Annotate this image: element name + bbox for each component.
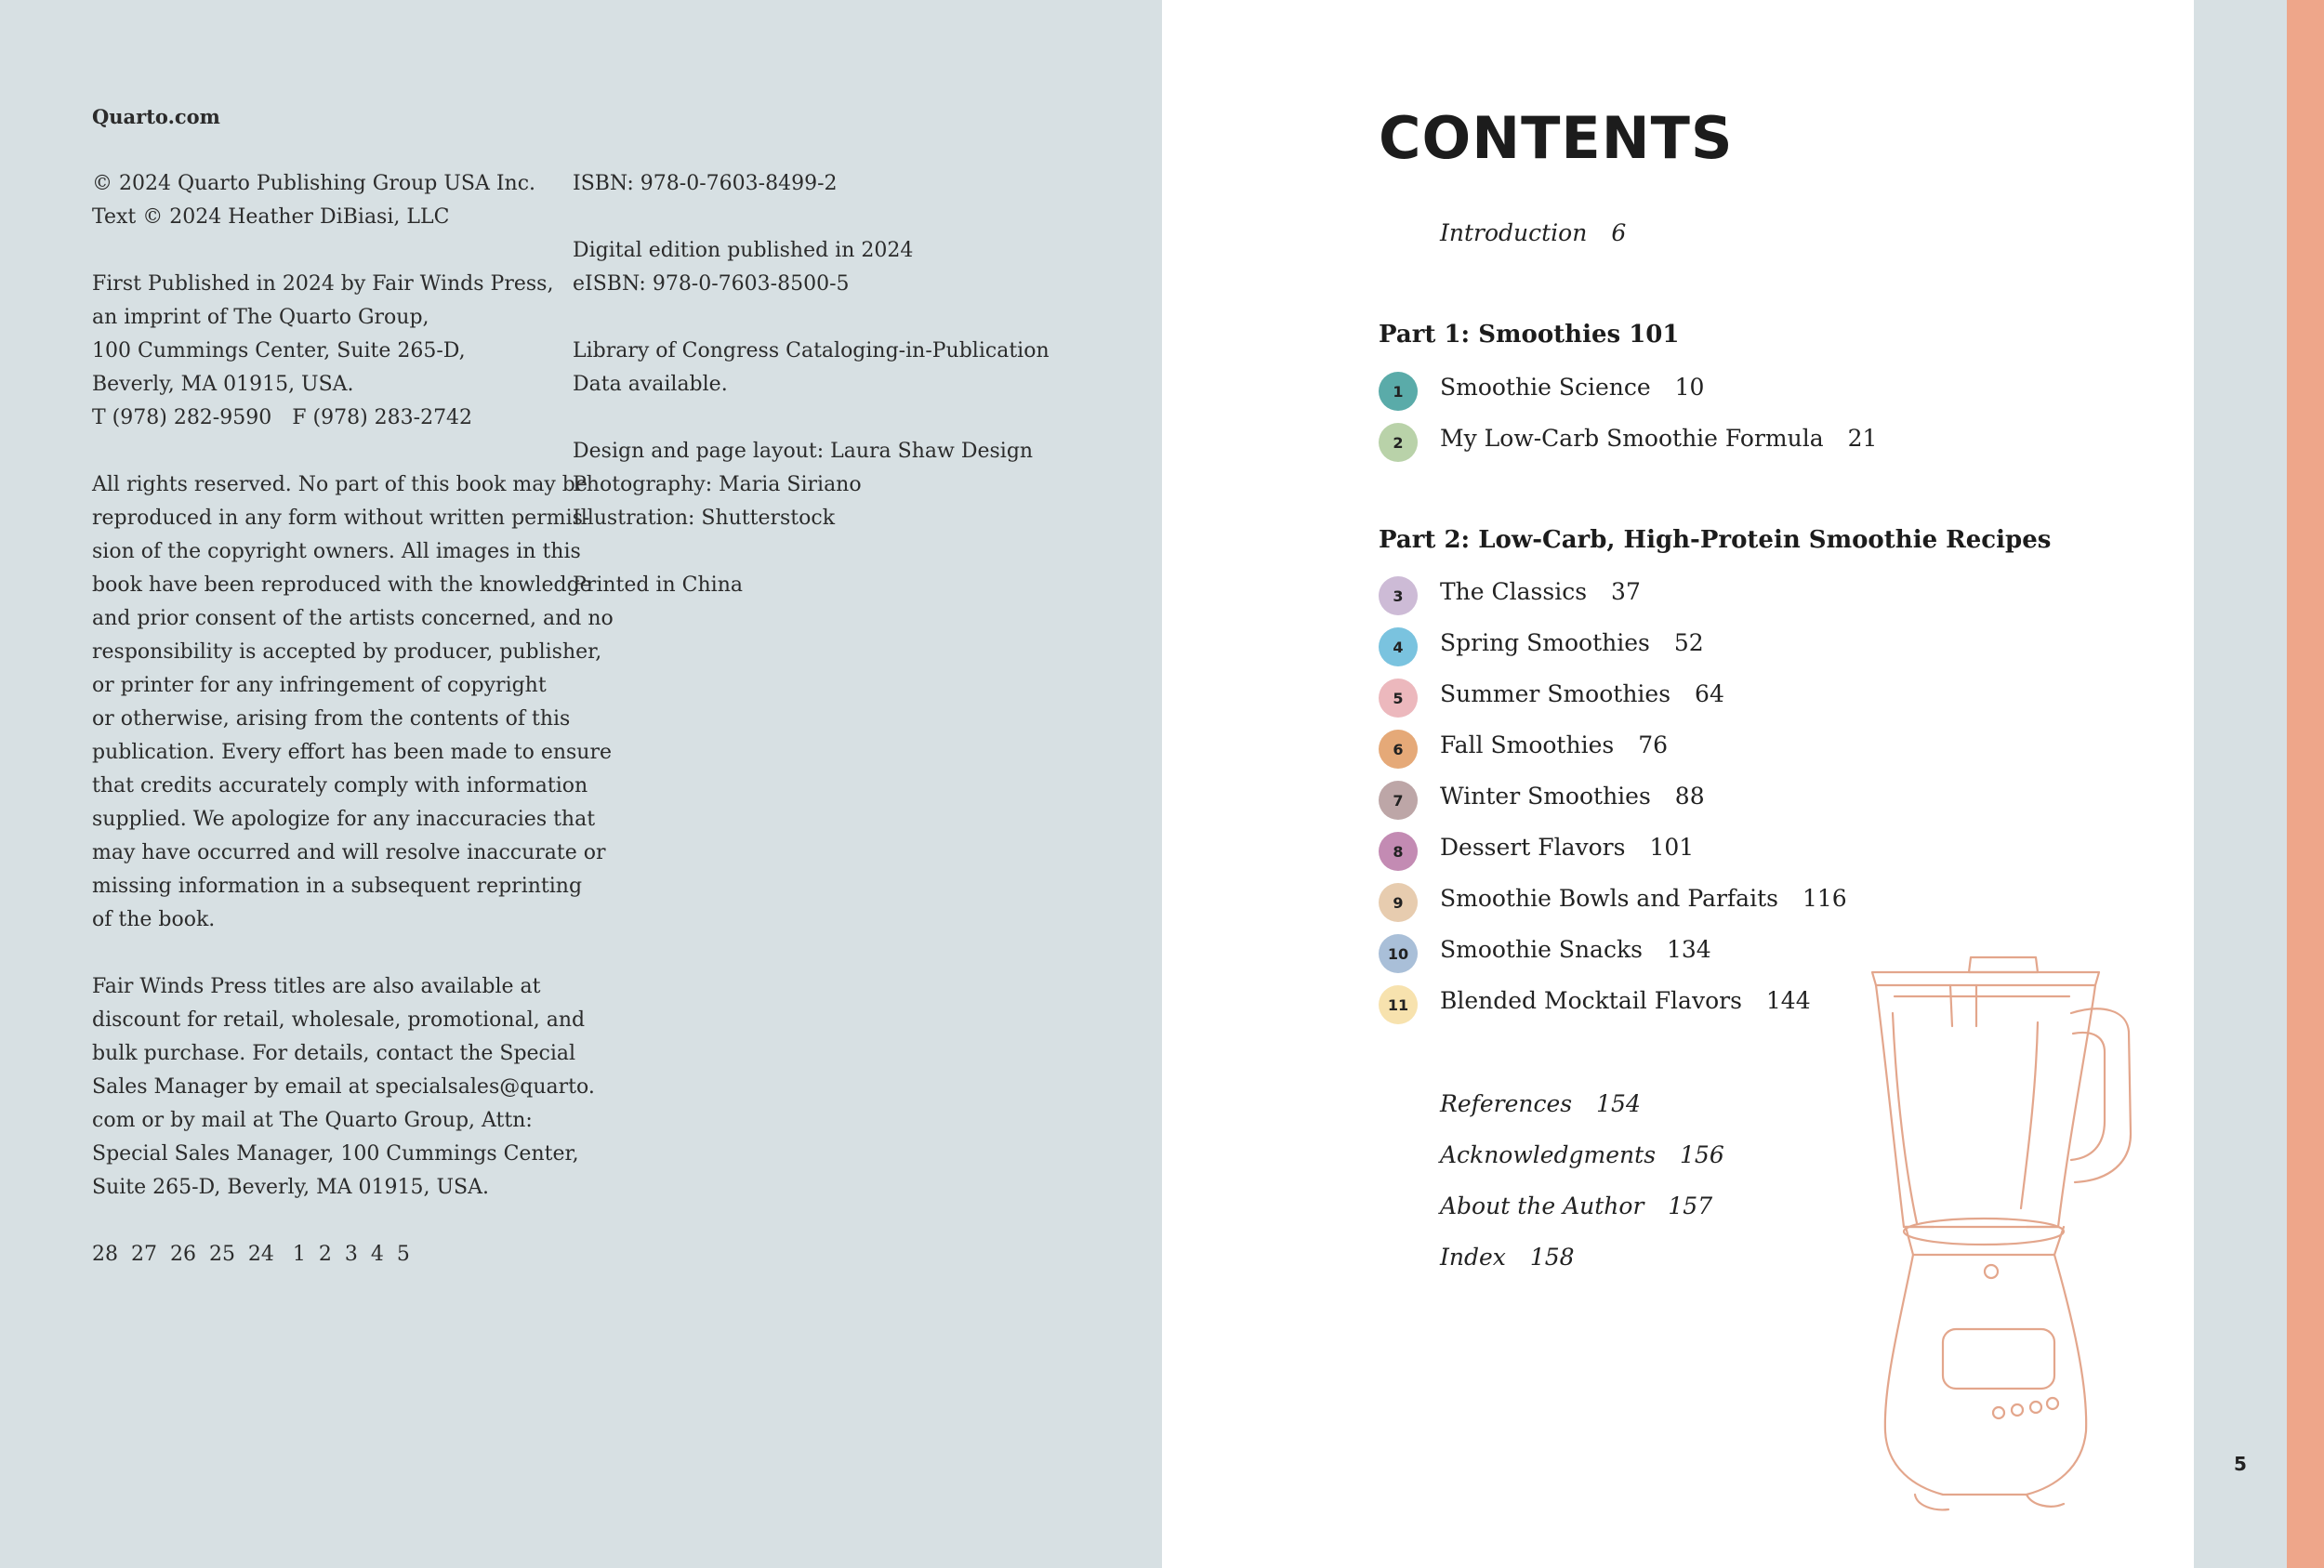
illustration-credit: Illustration: Shutterstock [573,507,836,530]
toc-entry-page: 88 [1674,783,1705,810]
rights-line: supplied. We apologize for any inaccuracies that [92,808,596,831]
toc-chapter-6[interactable] [1440,731,1668,758]
contact-line [92,402,557,435]
chapter-number-badge: 7 [1379,781,1418,820]
toc-chapter-5[interactable] [1440,680,1724,707]
chapter-number-badge: 8 [1379,832,1418,871]
toc-entry-page: 144 [1765,987,1811,1014]
rights-line: that credits accurately comply with information [92,774,588,797]
chapter-number-badge: 11 [1379,985,1418,1024]
toc-chapter-10[interactable] [1440,936,1711,963]
toc-entry-label: Dessert Flavors [1440,834,1626,861]
page-edge-accent [2287,0,2324,1568]
library-line: Data available. [573,373,728,396]
toc-entry-page: 52 [1673,629,1704,656]
toc-chapter-1[interactable] [1440,374,1704,401]
isbn-line: ISBN: 978-0-7603-8499-2 [573,172,838,195]
imprint-line: an imprint of The Quarto Group, [92,306,429,329]
chapter-number-badge: 2 [1379,423,1418,462]
toc-entry-page: 154 [1596,1090,1641,1117]
toc-entry-page: 6 [1611,219,1627,246]
toc-entry-label: Spring Smoothies [1440,629,1650,656]
toc-entry-page: 116 [1802,885,1847,912]
toc-entry-label: Smoothie Bowls and Parfaits [1440,885,1778,912]
printing-line [92,1238,557,1272]
toc-chapter-2[interactable] [1440,425,1877,452]
toc-entry-page: 37 [1611,578,1641,605]
toc-entry-page: 76 [1638,731,1669,758]
toc-entry-label: References [1440,1090,1573,1117]
toc-entry-page: 21 [1847,425,1878,452]
phone-number: T (978) 282-9590 [92,406,272,429]
chapter-number-badge: 3 [1379,576,1418,615]
rights-line: All rights reserved. No part of this book may be [92,473,588,496]
toc-chapter-8[interactable] [1440,834,1694,861]
toc-entry-page: 64 [1695,680,1724,707]
page-edge-gray [2194,0,2287,1568]
toc-entry-label: Fall Smoothies [1440,731,1615,758]
toc-references[interactable] [1440,1090,1641,1117]
part-1-heading: Part 1: Smoothies 101 [1379,321,1680,349]
rights-line: book have been reproduced with the knowledge [92,573,592,597]
library-line: Library of Congress Cataloging-in-Publication [573,339,1050,362]
chapter-number-badge: 6 [1379,730,1418,769]
toc-chapter-7[interactable] [1440,783,1705,810]
toc-entry-label: Acknowledgments [1440,1141,1657,1168]
rights-line: missing information in a subsequent reprinting [92,875,583,898]
toc-entry-label: My Low-Carb Smoothie Formula [1440,425,1824,452]
chapter-number-badge: 1 [1379,372,1418,411]
publisher-line: First Published in 2024 by Fair Winds Press, [92,272,554,296]
chapter-number-badge: 4 [1379,627,1418,666]
print-years: 28 27 26 25 24 [92,1243,274,1266]
rights-line: of the book. [92,908,216,931]
chapter-number-badge: 9 [1379,883,1418,922]
rights-line: publication. Every effort has been made to ensure [92,741,613,764]
toc-entry-label: Winter Smoothies [1440,783,1651,810]
sales-line: com or by mail at The Quarto Group, Attn: [92,1109,533,1132]
toc-introduction[interactable] [1440,219,1626,246]
rights-line: sion of the copyright owners. All images in this [92,540,581,563]
sales-line: Sales Manager by email at specialsales@quarto. [92,1075,595,1099]
address-line: 100 Cummings Center, Suite 265-D, [92,339,466,362]
toc-entry-page: 157 [1668,1192,1713,1219]
copyright-line: © 2024 Quarto Publishing Group USA Inc. [92,172,536,195]
toc-entry-page: 158 [1529,1244,1575,1271]
publisher-website: Quarto.com [92,105,220,128]
toc-acknowledgments[interactable] [1440,1141,1724,1168]
blender-illustration [1859,948,2157,1524]
text-copyright-line: Text © 2024 Heather DiBiasi, LLC [92,205,450,229]
contents-title: CONTENTS [1379,104,1734,172]
rights-line: may have occurred and will resolve inaccurate or [92,841,606,864]
chapter-number-badge: 5 [1379,679,1418,718]
digital-edition-line: Digital edition published in 2024 [573,239,914,262]
toc-chapter-9[interactable] [1440,885,1847,912]
rights-line: or otherwise, arising from the contents of this [92,707,571,731]
toc-entry-label: Introduction [1440,219,1588,246]
rights-line: and prior consent of the artists concerned, and no [92,607,614,630]
toc-entry-label: Smoothie Science [1440,374,1651,401]
photography-credit: Photography: Maria Siriano [573,473,862,496]
toc-entry-page: 156 [1680,1141,1724,1168]
toc-index[interactable] [1440,1244,1575,1271]
toc-chapter-11[interactable] [1440,987,1811,1014]
rights-line: reproduced in any form without written permis- [92,507,590,530]
sales-line: Suite 265-D, Beverly, MA 01915, USA. [92,1176,489,1199]
toc-entry-page: 101 [1649,834,1695,861]
chapter-number-badge: 10 [1379,934,1418,973]
toc-entry-page: 134 [1666,936,1711,963]
sales-line: bulk purchase. For details, contact the Special [92,1042,576,1065]
copyright-column-1 [92,167,614,1272]
eisbn-line: eISBN: 978-0-7603-8500-5 [573,272,850,296]
toc-chapter-4[interactable] [1440,629,1704,656]
rights-line: or printer for any infringement of copyright [92,674,547,697]
toc-chapter-3[interactable] [1440,578,1641,605]
toc-entry-label: About the Author [1440,1192,1644,1219]
toc-entry-label: Index [1440,1244,1506,1271]
part-2-heading: Part 2: Low-Carb, High-Protein Smoothie Recipes [1379,526,2052,554]
fax-number: F (978) 283-2742 [292,406,473,429]
rights-line: responsibility is accepted by producer, publisher, [92,640,602,664]
toc-entry-label: Summer Smoothies [1440,680,1671,707]
toc-entry-label: Smoothie Snacks [1440,936,1643,963]
toc-entry-label: The Classics [1440,578,1588,605]
sales-line: discount for retail, wholesale, promotional, and [92,1008,586,1032]
sales-line: Special Sales Manager, 100 Cummings Center, [92,1142,579,1166]
sales-line: Fair Winds Press titles are also available at [92,975,541,998]
page-number: 5 [2234,1453,2247,1475]
toc-entry-page: 10 [1674,374,1705,401]
design-credit: Design and page layout: Laura Shaw Design [573,440,1034,463]
copyright-column-2 [573,167,1056,602]
printed-in-line: Printed in China [573,573,743,597]
print-runs: 1 2 3 4 5 [292,1243,410,1266]
city-line: Beverly, MA 01915, USA. [92,373,354,396]
toc-entry-label: Blended Mocktail Flavors [1440,987,1742,1014]
toc-about-the-author[interactable] [1440,1192,1712,1219]
